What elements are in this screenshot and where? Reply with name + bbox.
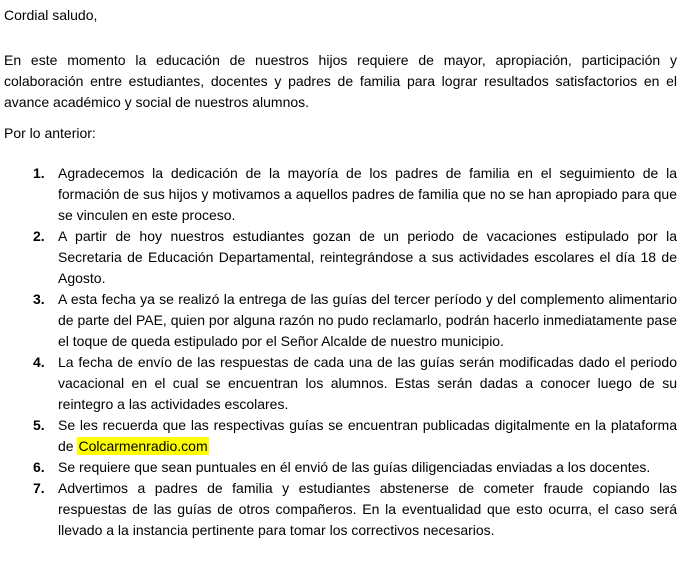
list-item	[33, 352, 677, 415]
list-item-text: La fecha de envío de las respuestas de cada una de las guías serán modificadas dado el periodo vacacional en el cual se encuentran los alumnos. Estas serán dadas a conocer luego de su reintegro a las actividades escolares.	[58, 354, 677, 412]
list-item	[33, 163, 677, 226]
list-number: 3.	[33, 291, 45, 307]
announcement-list	[4, 163, 677, 541]
lead-in: Por lo anterior:	[4, 125, 96, 141]
list-item-text: Agradecemos la dedicación de la mayoría de los padres de familia en el seguimiento de la formación de sus hijos y motivamos a aquellos padres de familia que no se han apropiado para que se vinculen en este proceso.	[58, 165, 677, 223]
list-number: 2.	[33, 228, 45, 244]
list-item	[33, 226, 677, 289]
highlighted-platform-name: Colcarmenradio.com	[78, 438, 208, 454]
list-number: 7.	[33, 480, 45, 496]
list-number: 1.	[33, 165, 45, 181]
list-item	[33, 457, 677, 478]
list-item	[33, 415, 677, 457]
list-number: 4.	[33, 354, 45, 370]
list-item-text: Se les recuerda que las respectivas guías se encuentran publicadas digitalmente en la plataforma de	[58, 417, 677, 454]
list-number: 5.	[33, 417, 45, 433]
list-number: 6.	[33, 459, 45, 475]
list-item	[33, 478, 677, 541]
list-item-text: Advertimos a padres de familia y estudiantes abstenerse de cometer fraude copiando las respuestas de las guías de otros compañeros. En la eventualidad que esto ocurra, el caso será llevado a la instancia pertinente para tomar los correctivos necesarios.	[58, 480, 677, 538]
list-item-text: A esta fecha ya se realizó la entrega de las guías del tercer período y del complemento alimentario de parte del PAE, quien por alguna razón no pudo reclamarlo, podrán hacerlo inmediatamente pase el toque de queda estipulado por el Señor Alcalde de nuestro municipio.	[58, 291, 677, 349]
list-item-text: Se requiere que sean puntuales en él envió de las guías diligenciadas enviadas a los docentes.	[58, 459, 651, 475]
salutation: Cordial saludo,	[4, 7, 98, 23]
list-item	[33, 289, 677, 352]
list-item-text: A partir de hoy nuestros estudiantes gozan de un periodo de vacaciones estipulado por la Secretaria de Educación Departamental, reintegrándose a sus actividades escolares el día 18 de Agosto.	[58, 228, 677, 286]
intro-paragraph: En este momento la educación de nuestros hijos requiere de mayor, apropiación, participación y colaboración entre estudiantes, docentes y padres de familia para lograr resultados satisfactorios en el avance académico y social de nuestros alumnos.	[4, 52, 677, 110]
